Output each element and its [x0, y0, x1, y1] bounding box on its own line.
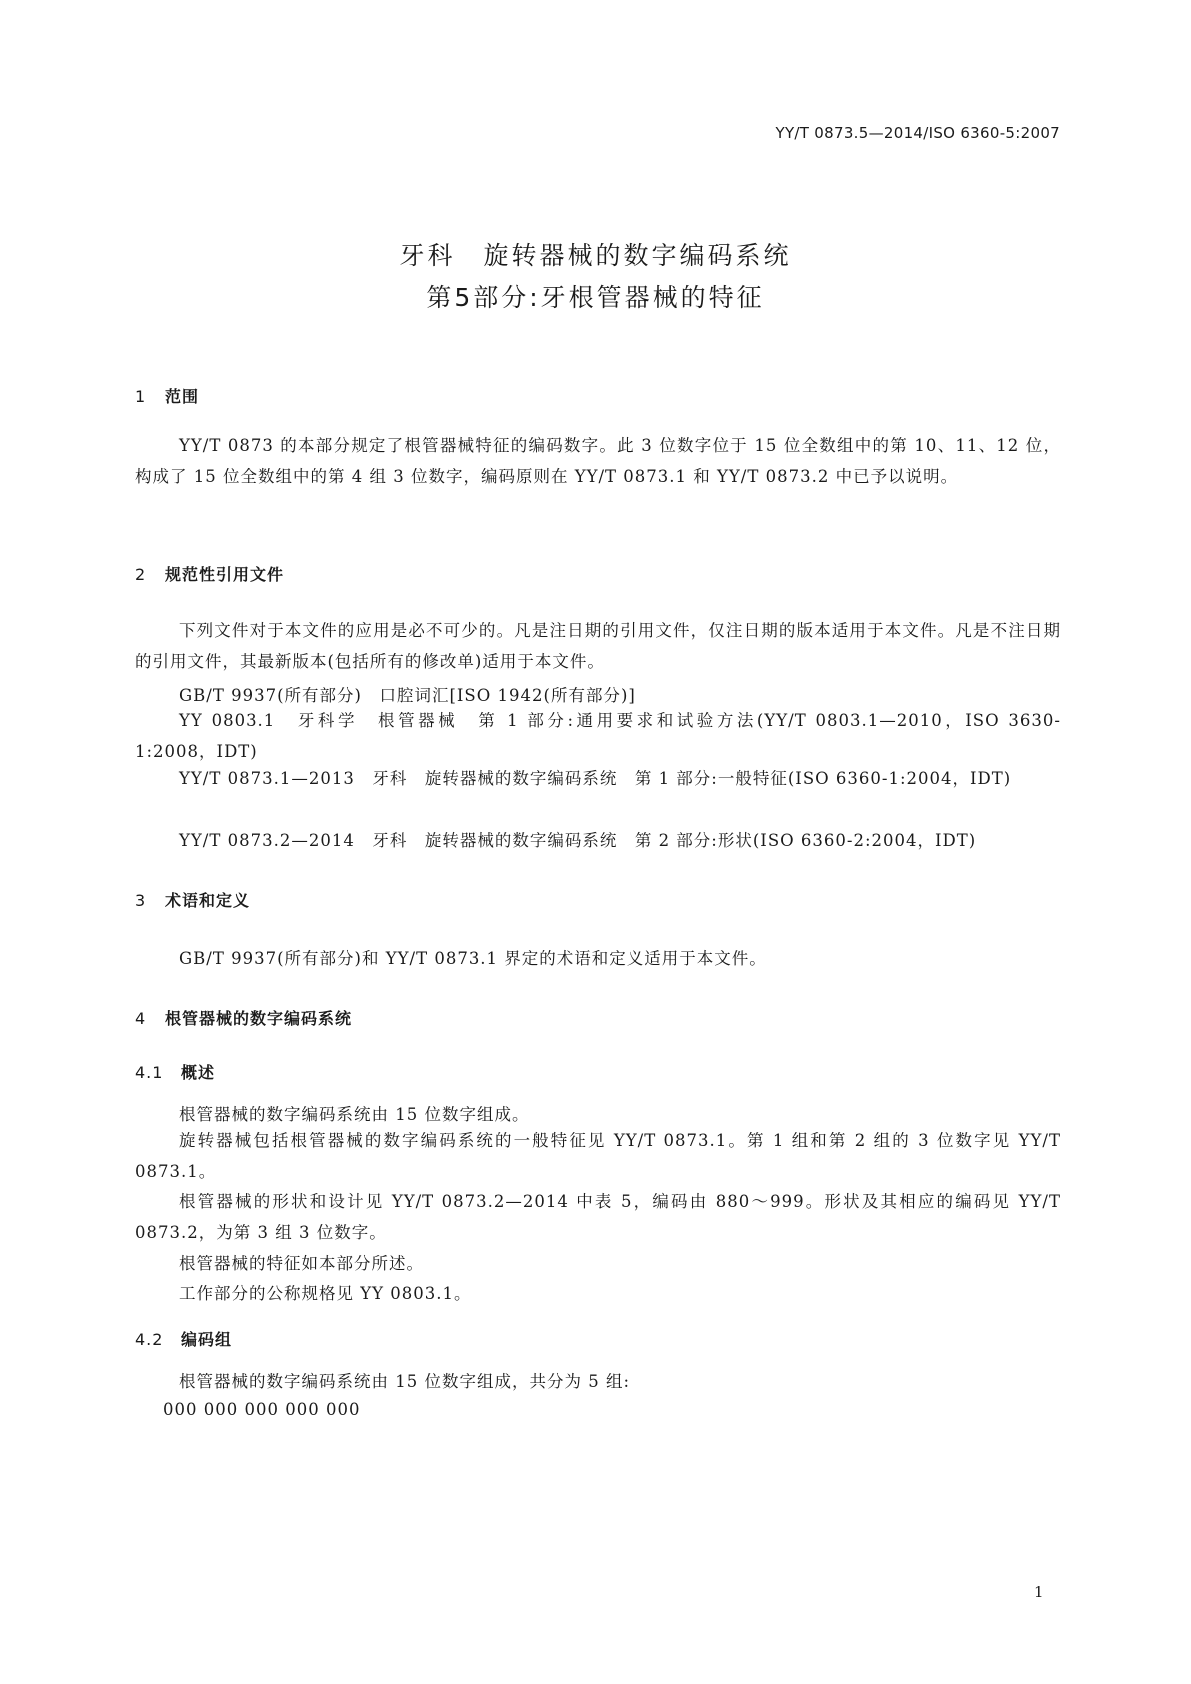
- section-4-1-paragraph: 根管器械的特征如本部分所述。: [179, 1254, 424, 1273]
- section-title: 根管器械的数字编码系统: [165, 1009, 353, 1028]
- section-number: 4.1: [135, 1063, 164, 1082]
- reference-item: GB/T 9937(所有部分) 口腔词汇[ISO 1942(所有部分)]: [179, 686, 636, 705]
- section-title: 概述: [181, 1063, 216, 1082]
- section-number: 4.2: [135, 1330, 164, 1349]
- standard-code: YY/T 0873.5—2014/ISO 6360-5:2007: [775, 124, 1060, 142]
- document-title: 牙科 旋转器械的数字编码系统: [399, 241, 792, 270]
- section-number: 1: [135, 387, 147, 406]
- section-title: 编码组: [181, 1330, 233, 1349]
- section-1-heading: [135, 384, 199, 407]
- section-4-2-paragraph: 根管器械的数字编码系统由 15 位数字组成，共分为 5 组:: [179, 1372, 631, 1391]
- section-4-1-paragraph: 根管器械的形状和设计见 YY/T 0873.2—2014 中表 5，编码由 880～999。形状及其相应的编码见 YY/T 0873.2，为第 3 组 3 位数字。: [135, 1192, 1061, 1242]
- section-4-1-heading: [135, 1060, 215, 1083]
- section-4-2-heading: [135, 1327, 232, 1350]
- reference-item: YY 0803.1 牙科学 根管器械 第 1 部分:通用要求和试验方法(YY/T 0803.1—2010，ISO 3630-1:2008，IDT): [135, 711, 1061, 761]
- section-number: 3: [135, 891, 147, 910]
- section-4-heading: [135, 1006, 352, 1029]
- section-number: 4: [135, 1009, 147, 1028]
- section-title: 术语和定义: [165, 891, 251, 910]
- reference-item: YY/T 0873.2—2014 牙科 旋转器械的数字编码系统 第 2 部分:形状(ISO 6360-2:2004，IDT): [179, 831, 977, 850]
- section-title: 规范性引用文件: [165, 565, 285, 584]
- section-3-heading: [135, 888, 250, 911]
- section-4-1-paragraph: 根管器械的数字编码系统由 15 位数字组成。: [179, 1105, 530, 1124]
- page-number: 1: [1034, 1583, 1044, 1601]
- section-4-1-paragraph: 旋转器械包括根管器械的数字编码系统的一般特征见 YY/T 0873.1。第 1 组和第 2 组的 3 位数字见 YY/T 0873.1。: [135, 1131, 1061, 1181]
- document-subtitle: 第5部分:牙根管器械的特征: [426, 283, 765, 312]
- section-title: 范围: [165, 387, 200, 406]
- code-pattern: 000 000 000 000 000: [163, 1400, 361, 1419]
- section-3-paragraph: GB/T 9937(所有部分)和 YY/T 0873.1 界定的术语和定义适用于本文件。: [179, 949, 767, 968]
- section-2-paragraph: 下列文件对于本文件的应用是必不可少的。凡是注日期的引用文件，仅注日期的版本适用于本文件。凡是不注日期的引用文件，其最新版本(包括所有的修改单)适用于本文件。: [135, 621, 1061, 671]
- reference-item: YY/T 0873.1—2013 牙科 旋转器械的数字编码系统 第 1 部分:一般特征(ISO 6360-1:2004，IDT): [179, 769, 1012, 788]
- section-4-1-paragraph: 工作部分的公称规格见 YY 0803.1。: [179, 1284, 472, 1303]
- section-2-heading: [135, 562, 284, 585]
- section-1-paragraph: YY/T 0873 的本部分规定了根管器械特征的编码数字。此 3 位数字位于 15 位全数组中的第 10、11、12 位，构成了 15 位全数组中的第 4 组 3 位数字，编码原则在 YY/T 0873.1 和 YY/T 0873.2 中已予以说明。: [135, 436, 1061, 486]
- section-number: 2: [135, 565, 147, 584]
